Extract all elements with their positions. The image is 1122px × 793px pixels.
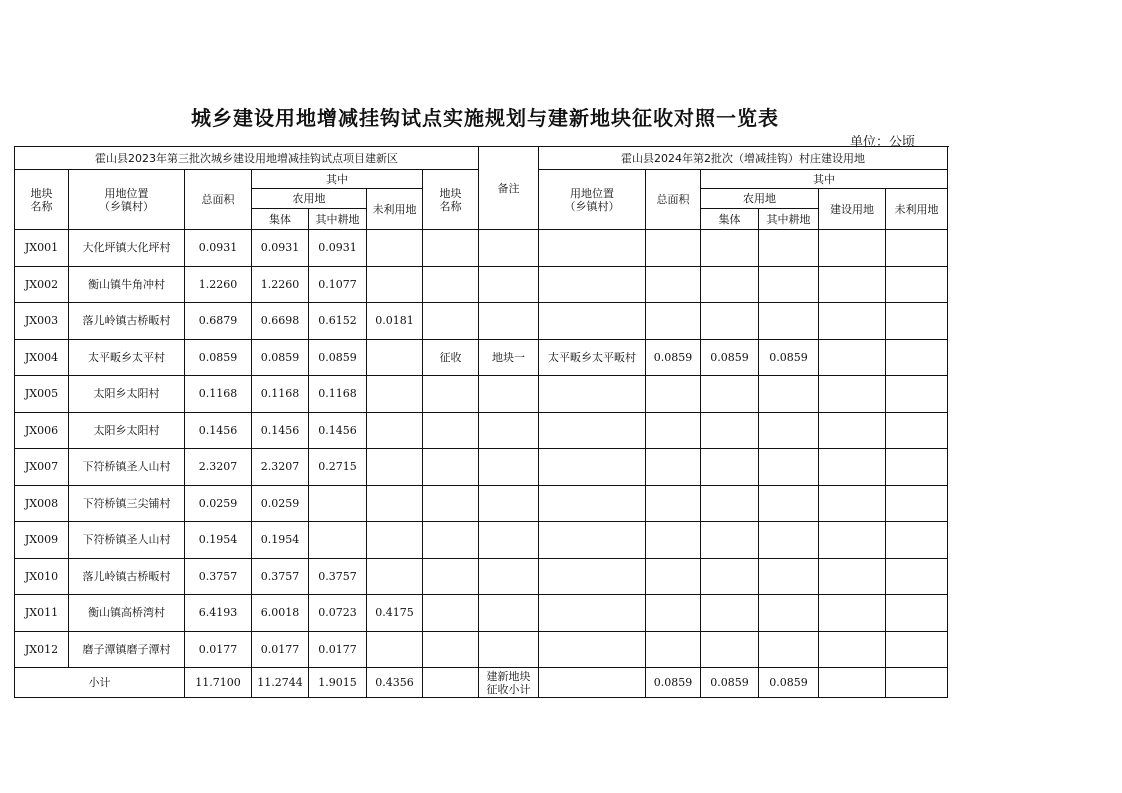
- table-row: [15, 522, 948, 559]
- cell-r-weili: [886, 595, 948, 632]
- right-col-jianshe: 建设用地: [819, 189, 886, 230]
- cell-r-total: [646, 485, 701, 522]
- right-section-title: 霍山县2024年第2批次（增减挂钩）村庄建设用地: [539, 147, 948, 170]
- cell-remark: [423, 485, 479, 522]
- cell-r-jiti: [701, 230, 759, 267]
- cell-r-weili: [886, 522, 948, 559]
- table-row: [15, 303, 948, 340]
- cell-remark: [423, 558, 479, 595]
- table-row: [15, 412, 948, 449]
- cell-gengdi: 0.6152: [309, 303, 367, 340]
- subtotal-r-total: 0.0859: [646, 668, 701, 698]
- cell-r-code: [479, 266, 539, 303]
- cell-r-weili: [886, 485, 948, 522]
- cell-total: 6.4193: [185, 595, 252, 632]
- left-col-jiti: 集体: [252, 209, 309, 230]
- subtotal-gengdi: 1.9015: [309, 668, 367, 698]
- left-col-code: 地块 名称: [15, 170, 69, 230]
- table-row: [15, 485, 948, 522]
- cell-r-code: [479, 522, 539, 559]
- right-col-code: 地块 名称: [423, 170, 479, 230]
- cell-r-location: [539, 631, 646, 668]
- subtotal-total: 11.7100: [185, 668, 252, 698]
- cell-r-total: [646, 631, 701, 668]
- cell-r-jiti: 0.0859: [701, 339, 759, 376]
- cell-r-total: [646, 412, 701, 449]
- cell-weili: [367, 376, 423, 413]
- cell-r-jianshe: [819, 631, 886, 668]
- cell-jiti: 0.1954: [252, 522, 309, 559]
- cell-r-gengdi: 0.0859: [759, 339, 819, 376]
- subtotal-r-jiti: 0.0859: [701, 668, 759, 698]
- cell-remark: [423, 376, 479, 413]
- cell-r-weili: [886, 412, 948, 449]
- cell-r-jianshe: [819, 376, 886, 413]
- table-row: [15, 339, 948, 376]
- cell-total: 0.0931: [185, 230, 252, 267]
- cell-r-jianshe: [819, 522, 886, 559]
- cell-r-gengdi: [759, 230, 819, 267]
- cell-location: 下符桥镇三尖铺村: [69, 485, 185, 522]
- left-col-nongyong: 农用地: [252, 189, 367, 209]
- cell-total: 2.3207: [185, 449, 252, 486]
- comparison-table: [14, 146, 948, 698]
- right-col-weili: 未利用地: [886, 189, 948, 230]
- cell-code: JX008: [15, 485, 69, 522]
- cell-r-jianshe: [819, 230, 886, 267]
- cell-r-jianshe: [819, 339, 886, 376]
- left-col-gengdi: 其中耕地: [309, 209, 367, 230]
- cell-code: JX004: [15, 339, 69, 376]
- cell-r-weili: [886, 339, 948, 376]
- cell-r-gengdi: [759, 485, 819, 522]
- cell-r-location: [539, 303, 646, 340]
- left-section-title: 霍山县2023年第三批次城乡建设用地增减挂钩试点项目建新区: [15, 147, 479, 170]
- right-col-jiti: 集体: [701, 209, 759, 230]
- cell-location: 大化坪镇大化坪村: [69, 230, 185, 267]
- cell-r-jiti: [701, 522, 759, 559]
- cell-weili: [367, 266, 423, 303]
- cell-gengdi: 0.1077: [309, 266, 367, 303]
- cell-r-jiti: [701, 412, 759, 449]
- cell-jiti: 2.3207: [252, 449, 309, 486]
- left-col-total: 总面积: [185, 170, 252, 230]
- cell-r-code: [479, 376, 539, 413]
- cell-gengdi: 0.1168: [309, 376, 367, 413]
- cell-r-gengdi: [759, 449, 819, 486]
- cell-weili: [367, 412, 423, 449]
- cell-r-code: 地块一: [479, 339, 539, 376]
- cell-total: 0.3757: [185, 558, 252, 595]
- right-col-gengdi: 其中耕地: [759, 209, 819, 230]
- cell-r-gengdi: [759, 631, 819, 668]
- cell-r-total: [646, 522, 701, 559]
- cell-r-weili: [886, 449, 948, 486]
- cell-r-weili: [886, 303, 948, 340]
- cell-r-gengdi: [759, 266, 819, 303]
- cell-r-gengdi: [759, 376, 819, 413]
- cell-total: 1.2260: [185, 266, 252, 303]
- cell-code: JX003: [15, 303, 69, 340]
- right-col-total: 总面积: [646, 170, 701, 230]
- cell-gengdi: 0.0723: [309, 595, 367, 632]
- subtotal-row: [15, 668, 948, 698]
- cell-total: 0.1954: [185, 522, 252, 559]
- cell-remark: [423, 631, 479, 668]
- cell-r-total: [646, 595, 701, 632]
- cell-r-location: [539, 485, 646, 522]
- cell-r-code: [479, 449, 539, 486]
- right-col-nongyong: 农用地: [701, 189, 819, 209]
- cell-total: 0.1456: [185, 412, 252, 449]
- cell-total: 0.0177: [185, 631, 252, 668]
- cell-gengdi: 0.0177: [309, 631, 367, 668]
- cell-r-total: [646, 558, 701, 595]
- cell-jiti: 0.0177: [252, 631, 309, 668]
- remark-header: 备注: [479, 147, 539, 230]
- table-row: [15, 595, 948, 632]
- cell-code: JX012: [15, 631, 69, 668]
- cell-r-jianshe: [819, 485, 886, 522]
- cell-total: 0.6879: [185, 303, 252, 340]
- cell-location: 太平畈乡太平村: [69, 339, 185, 376]
- cell-r-code: [479, 303, 539, 340]
- cell-r-total: [646, 303, 701, 340]
- cell-r-location: 太平畈乡太平畈村: [539, 339, 646, 376]
- cell-weili: [367, 339, 423, 376]
- cell-gengdi: 0.0931: [309, 230, 367, 267]
- cell-r-gengdi: [759, 595, 819, 632]
- cell-r-jiti: [701, 631, 759, 668]
- subtotal-r-label: 建新地块 征收小计: [479, 668, 539, 698]
- cell-r-gengdi: [759, 412, 819, 449]
- subtotal-r-gengdi: 0.0859: [759, 668, 819, 698]
- cell-weili: [367, 230, 423, 267]
- cell-remark: [423, 266, 479, 303]
- cell-jiti: 0.0859: [252, 339, 309, 376]
- cell-r-code: [479, 631, 539, 668]
- cell-location: 太阳乡太阳村: [69, 376, 185, 413]
- cell-r-weili: [886, 631, 948, 668]
- cell-r-jiti: [701, 449, 759, 486]
- cell-gengdi: [309, 485, 367, 522]
- cell-remark: 征收: [423, 339, 479, 376]
- cell-location: 太阳乡太阳村: [69, 412, 185, 449]
- cell-gengdi: 0.3757: [309, 558, 367, 595]
- left-col-location: 用地位置 （乡镇村）: [69, 170, 185, 230]
- header-row-1: [15, 147, 948, 170]
- cell-code: JX005: [15, 376, 69, 413]
- cell-jiti: 0.6698: [252, 303, 309, 340]
- cell-jiti: 0.1168: [252, 376, 309, 413]
- cell-r-code: [479, 230, 539, 267]
- cell-r-jianshe: [819, 266, 886, 303]
- cell-r-jianshe: [819, 595, 886, 632]
- cell-code: JX011: [15, 595, 69, 632]
- cell-total: 0.1168: [185, 376, 252, 413]
- left-col-qizhong: 其中: [252, 170, 423, 189]
- subtotal-label: 小计: [15, 668, 185, 698]
- cell-weili: [367, 449, 423, 486]
- table-row: [15, 631, 948, 668]
- table-row: [15, 449, 948, 486]
- cell-total: 0.0259: [185, 485, 252, 522]
- cell-code: JX002: [15, 266, 69, 303]
- cell-remark: [423, 412, 479, 449]
- cell-r-code: [479, 412, 539, 449]
- page-title: 城乡建设用地增减挂钩试点实施规划与建新地块征收对照一览表: [191, 106, 779, 130]
- cell-jiti: 1.2260: [252, 266, 309, 303]
- cell-remark: [423, 449, 479, 486]
- cell-r-location: [539, 449, 646, 486]
- subtotal-remark: [423, 668, 479, 698]
- cell-r-location: [539, 230, 646, 267]
- cell-gengdi: [309, 522, 367, 559]
- cell-r-location: [539, 266, 646, 303]
- subtotal-r-weili: [886, 668, 948, 698]
- table-row: [15, 266, 948, 303]
- cell-r-gengdi: [759, 558, 819, 595]
- cell-total: 0.0859: [185, 339, 252, 376]
- cell-location: 衡山镇高桥湾村: [69, 595, 185, 632]
- cell-weili: [367, 522, 423, 559]
- cell-r-code: [479, 558, 539, 595]
- cell-remark: [423, 595, 479, 632]
- cell-gengdi: 0.1456: [309, 412, 367, 449]
- right-col-location: 用地位置 （乡镇村）: [539, 170, 646, 230]
- cell-location: 磨子潭镇磨子潭村: [69, 631, 185, 668]
- cell-weili: [367, 631, 423, 668]
- cell-location: 下符桥镇圣人山村: [69, 522, 185, 559]
- cell-code: JX001: [15, 230, 69, 267]
- cell-gengdi: 0.0859: [309, 339, 367, 376]
- cell-r-total: [646, 230, 701, 267]
- cell-r-jiti: [701, 376, 759, 413]
- cell-r-jiti: [701, 266, 759, 303]
- cell-weili: 0.0181: [367, 303, 423, 340]
- cell-location: 下符桥镇圣人山村: [69, 449, 185, 486]
- right-col-qizhong: 其中: [701, 170, 948, 189]
- cell-r-weili: [886, 230, 948, 267]
- table-row: [15, 376, 948, 413]
- cell-r-jiti: [701, 485, 759, 522]
- cell-weili: [367, 558, 423, 595]
- cell-r-total: [646, 266, 701, 303]
- cell-weili: 0.4175: [367, 595, 423, 632]
- cell-r-jiti: [701, 595, 759, 632]
- left-col-weili: 未利用地: [367, 189, 423, 230]
- cell-r-jianshe: [819, 303, 886, 340]
- cell-r-weili: [886, 558, 948, 595]
- cell-gengdi: 0.2715: [309, 449, 367, 486]
- subtotal-r-jianshe: [819, 668, 886, 698]
- cell-r-location: [539, 595, 646, 632]
- cell-r-weili: [886, 376, 948, 413]
- cell-remark: [423, 303, 479, 340]
- cell-r-gengdi: [759, 303, 819, 340]
- unit-label: 单位：公顷: [850, 135, 916, 150]
- cell-r-location: [539, 558, 646, 595]
- table-row: [15, 230, 948, 267]
- cell-r-gengdi: [759, 522, 819, 559]
- cell-jiti: 0.0931: [252, 230, 309, 267]
- cell-jiti: 0.3757: [252, 558, 309, 595]
- cell-r-location: [539, 412, 646, 449]
- cell-r-total: [646, 376, 701, 413]
- cell-location: 衡山镇牛角冲村: [69, 266, 185, 303]
- table-row: [15, 558, 948, 595]
- cell-r-total: 0.0859: [646, 339, 701, 376]
- subtotal-r-location: [539, 668, 646, 698]
- cell-location: 落儿岭镇古桥畈村: [69, 558, 185, 595]
- cell-code: JX007: [15, 449, 69, 486]
- cell-r-jiti: [701, 558, 759, 595]
- cell-r-jianshe: [819, 449, 886, 486]
- subtotal-jiti: 11.2744: [252, 668, 309, 698]
- cell-jiti: 0.1456: [252, 412, 309, 449]
- cell-jiti: 0.0259: [252, 485, 309, 522]
- cell-r-jianshe: [819, 558, 886, 595]
- cell-r-weili: [886, 266, 948, 303]
- cell-r-location: [539, 376, 646, 413]
- cell-remark: [423, 522, 479, 559]
- cell-code: JX009: [15, 522, 69, 559]
- cell-code: JX006: [15, 412, 69, 449]
- cell-r-code: [479, 485, 539, 522]
- cell-r-code: [479, 595, 539, 632]
- cell-r-jianshe: [819, 412, 886, 449]
- cell-jiti: 6.0018: [252, 595, 309, 632]
- cell-location: 落儿岭镇古桥畈村: [69, 303, 185, 340]
- cell-r-total: [646, 449, 701, 486]
- cell-weili: [367, 485, 423, 522]
- cell-r-location: [539, 522, 646, 559]
- cell-remark: [423, 230, 479, 267]
- subtotal-weili: 0.4356: [367, 668, 423, 698]
- cell-r-jiti: [701, 303, 759, 340]
- cell-code: JX010: [15, 558, 69, 595]
